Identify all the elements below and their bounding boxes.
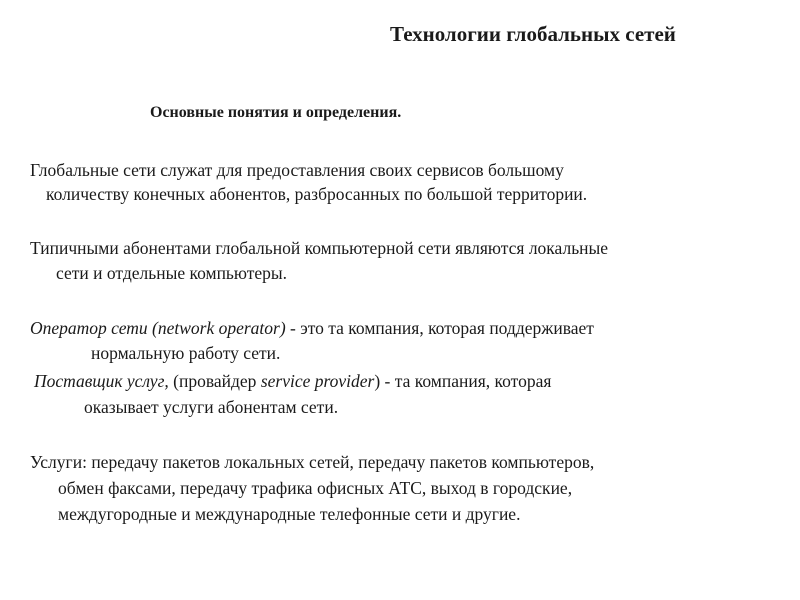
paragraph-global-networks-line-2: количеству конечных абонентов, разбросанных по большой территории. xyxy=(46,184,588,204)
paragraph-global-networks-line-1: Глобальные сети служат для предоставления своих сервисов большому xyxy=(30,160,564,180)
paragraph-services-line-2: обмен факсами, передачу трафика офисных АТС, выход в городские, xyxy=(58,478,573,498)
paragraph-services-line-3: междугородные и международные телефонные сети и другие. xyxy=(58,504,521,524)
term-network-operator: Оператор сети (network operator) xyxy=(30,318,286,338)
service-provider-text-1: (провайдер xyxy=(168,371,261,391)
paragraph-services-line-1: Услуги: передачу пакетов локальных сетей, передачу пакетов компьютеров, xyxy=(30,452,595,472)
paragraph-typical-subscribers-line-1: Типичными абонентами глобальной компьютерной сети являются локальные xyxy=(30,238,609,258)
network-operator-definition: - это та компания, которая поддерживает xyxy=(285,318,594,338)
paragraph-service-provider-line-2: оказывает услуги абонентам сети. xyxy=(84,397,339,417)
paragraph-typical-subscribers-line-2: сети и отдельные компьютеры. xyxy=(56,263,288,283)
paragraph-network-operator-line-1 xyxy=(30,317,594,339)
page-title: Технологии глобальных сетей xyxy=(390,22,676,46)
paragraph-service-provider-line-1 xyxy=(34,370,551,392)
service-provider-text-2: ) - та компания, которая xyxy=(374,371,552,391)
term-service-provider-en: service provider xyxy=(260,371,375,391)
paragraph-network-operator-line-2: нормальную работу сети. xyxy=(91,343,281,363)
term-service-provider: Поставщик услуг, xyxy=(34,371,169,391)
section-subtitle: Основные понятия и определения. xyxy=(150,104,402,121)
